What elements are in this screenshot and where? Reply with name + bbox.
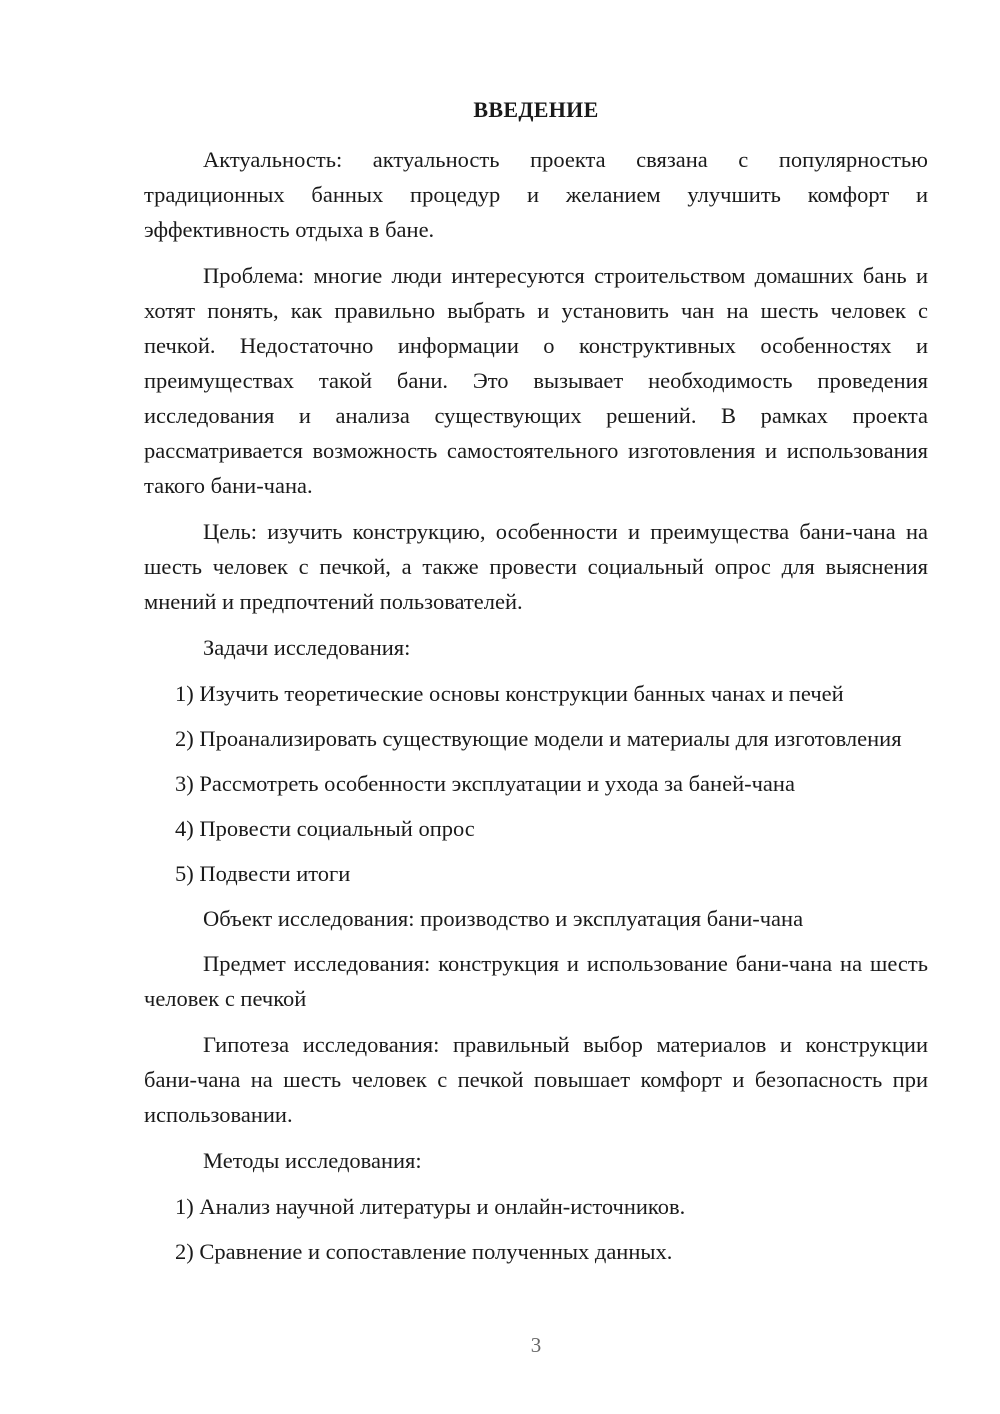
paragraph-subject: Предмет исследования: конструкция и использование бани-чана на шесть человек с печкой <box>144 951 928 1011</box>
paragraph-relevance: Актуальность: актуальность проекта связана с популярностью традиционных банных процедур и желанием улучшить комфорт и эффективность отдыха в бане. <box>144 147 928 242</box>
paragraph-object: Объект исследования: производство и эксплуатация бани-чана <box>203 906 804 931</box>
list-item-task-4: 4) Провести социальный опрос <box>175 816 475 841</box>
list-item-task-2: 2) Проанализировать существующие модели и материалы для изготовления <box>175 726 902 751</box>
paragraph-tasks-heading: Задачи исследования: <box>203 635 411 660</box>
paragraph-methods-heading: Методы исследования: <box>203 1148 422 1173</box>
list-item-task-5: 5) Подвести итоги <box>175 861 351 886</box>
page-title: ВВЕДЕНИЕ <box>473 97 599 122</box>
list-item-method-1: 1) Анализ научной литературы и онлайн-источников. <box>175 1194 686 1219</box>
list-item-task-3: 3) Рассмотреть особенности эксплуатации и ухода за баней-чана <box>175 771 795 796</box>
paragraph-problem: Проблема: многие люди интересуются строительством домашних бань и хотят понять, как правильно выбрать и установить чан на шесть человек с печкой. Недостаточно информации о конструктивных особенностях и преимуществах такой бани. Это вызывает необходимость проведения исследования и анализа существующих решений. В рамках проекта рассматривается возможность самостоятельного изготовления и использования такого бани-чана. <box>144 263 928 498</box>
paragraph-hypothesis: Гипотеза исследования: правильный выбор материалов и конструкции бани-чана на шесть человек с печкой повышает комфорт и безопасность при использовании. <box>144 1032 928 1127</box>
document-body <box>144 142 928 1269</box>
page-number: 3 <box>530 1333 542 1357</box>
list-item-method-2: 2) Сравнение и сопоставление полученных данных. <box>175 1239 673 1264</box>
list-item-task-1: 1) Изучить теоретические основы конструкции банных чанах и печей <box>175 681 844 706</box>
paragraph-goal: Цель: изучить конструкцию, особенности и преимущества бани-чана на шесть человек с печкой, а также провести социальный опрос для выяснения мнений и предпочтений пользователей. <box>144 519 928 614</box>
